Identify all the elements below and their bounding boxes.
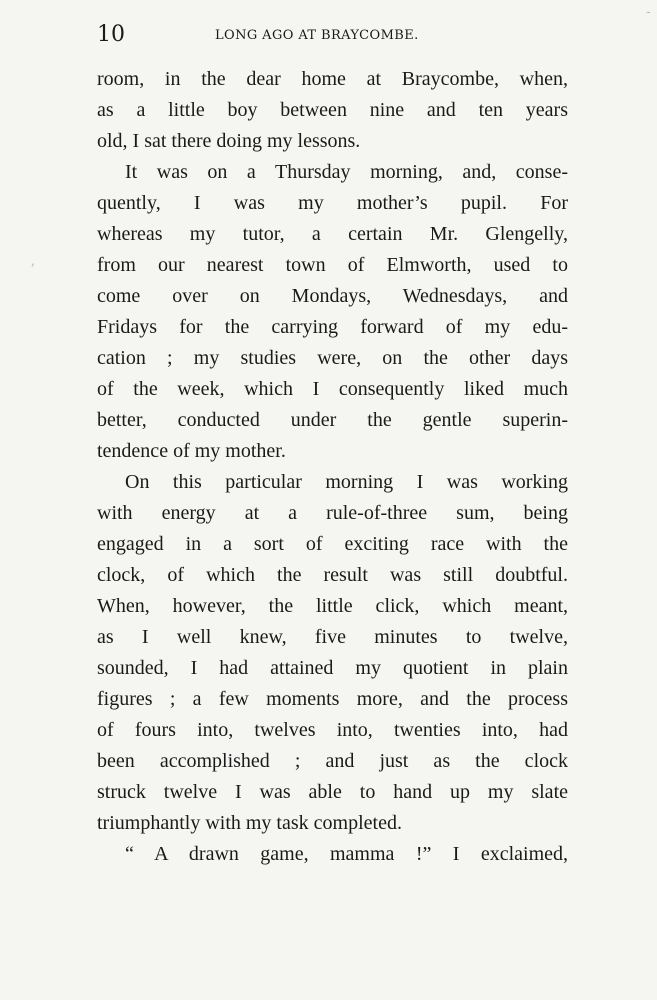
text-line: quently, I was my mother’s pupil. For xyxy=(97,192,568,214)
text-line: tendence of my mother. xyxy=(97,440,286,462)
page-number: 10 xyxy=(97,22,125,47)
text-line: When, however, the little click, which meant, xyxy=(97,595,568,617)
text-line: with energy at a rule-of-three sum, being xyxy=(97,502,568,524)
text-line: better, conducted under the gentle superin- xyxy=(97,409,568,431)
text-line: figures ; a few moments more, and the process xyxy=(97,688,568,710)
text-line: come over on Mondays, Wednesdays, and xyxy=(97,285,568,307)
text-line: been accomplished ; and just as the clock xyxy=(97,750,568,772)
text-line: of fours into, twelves into, twenties into, had xyxy=(97,719,568,741)
text-line: cation ; my studies were, on the other days xyxy=(97,347,568,369)
text-line: It was on a Thursday morning, and, conse- xyxy=(125,161,568,183)
text-line: room, in the dear home at Braycombe, when, xyxy=(97,68,568,90)
text-line: “ A drawn game, mamma !” I exclaimed, xyxy=(125,843,568,865)
stray-mark: - xyxy=(646,4,651,20)
text-line: old, I sat there doing my lessons. xyxy=(97,130,361,152)
text-line: of the week, which I consequently liked much xyxy=(97,378,568,400)
text-line: as I well knew, five minutes to twelve, xyxy=(97,626,568,648)
text-line: as a little boy between nine and ten years xyxy=(97,99,568,121)
body-text xyxy=(97,64,568,870)
text-line: sounded, I had attained my quotient in plain xyxy=(97,657,568,679)
text-line: clock, of which the result was still doubtful. xyxy=(97,564,568,586)
page-header xyxy=(97,22,567,52)
text-line: struck twelve I was able to hand up my slate xyxy=(97,781,568,803)
text-line: from our nearest town of Elmworth, used to xyxy=(97,254,568,276)
running-head: LONG AGO AT BRAYCOMBE. xyxy=(215,28,419,43)
text-line: On this particular morning I was working xyxy=(125,471,568,493)
stray-mark: ʼ xyxy=(30,262,35,278)
text-line: whereas my tutor, a certain Mr. Glengelly, xyxy=(97,223,568,245)
text-line: Fridays for the carrying forward of my edu- xyxy=(97,316,568,338)
text-line: engaged in a sort of exciting race with the xyxy=(97,533,568,555)
text-line: triumphantly with my task completed. xyxy=(97,812,402,834)
